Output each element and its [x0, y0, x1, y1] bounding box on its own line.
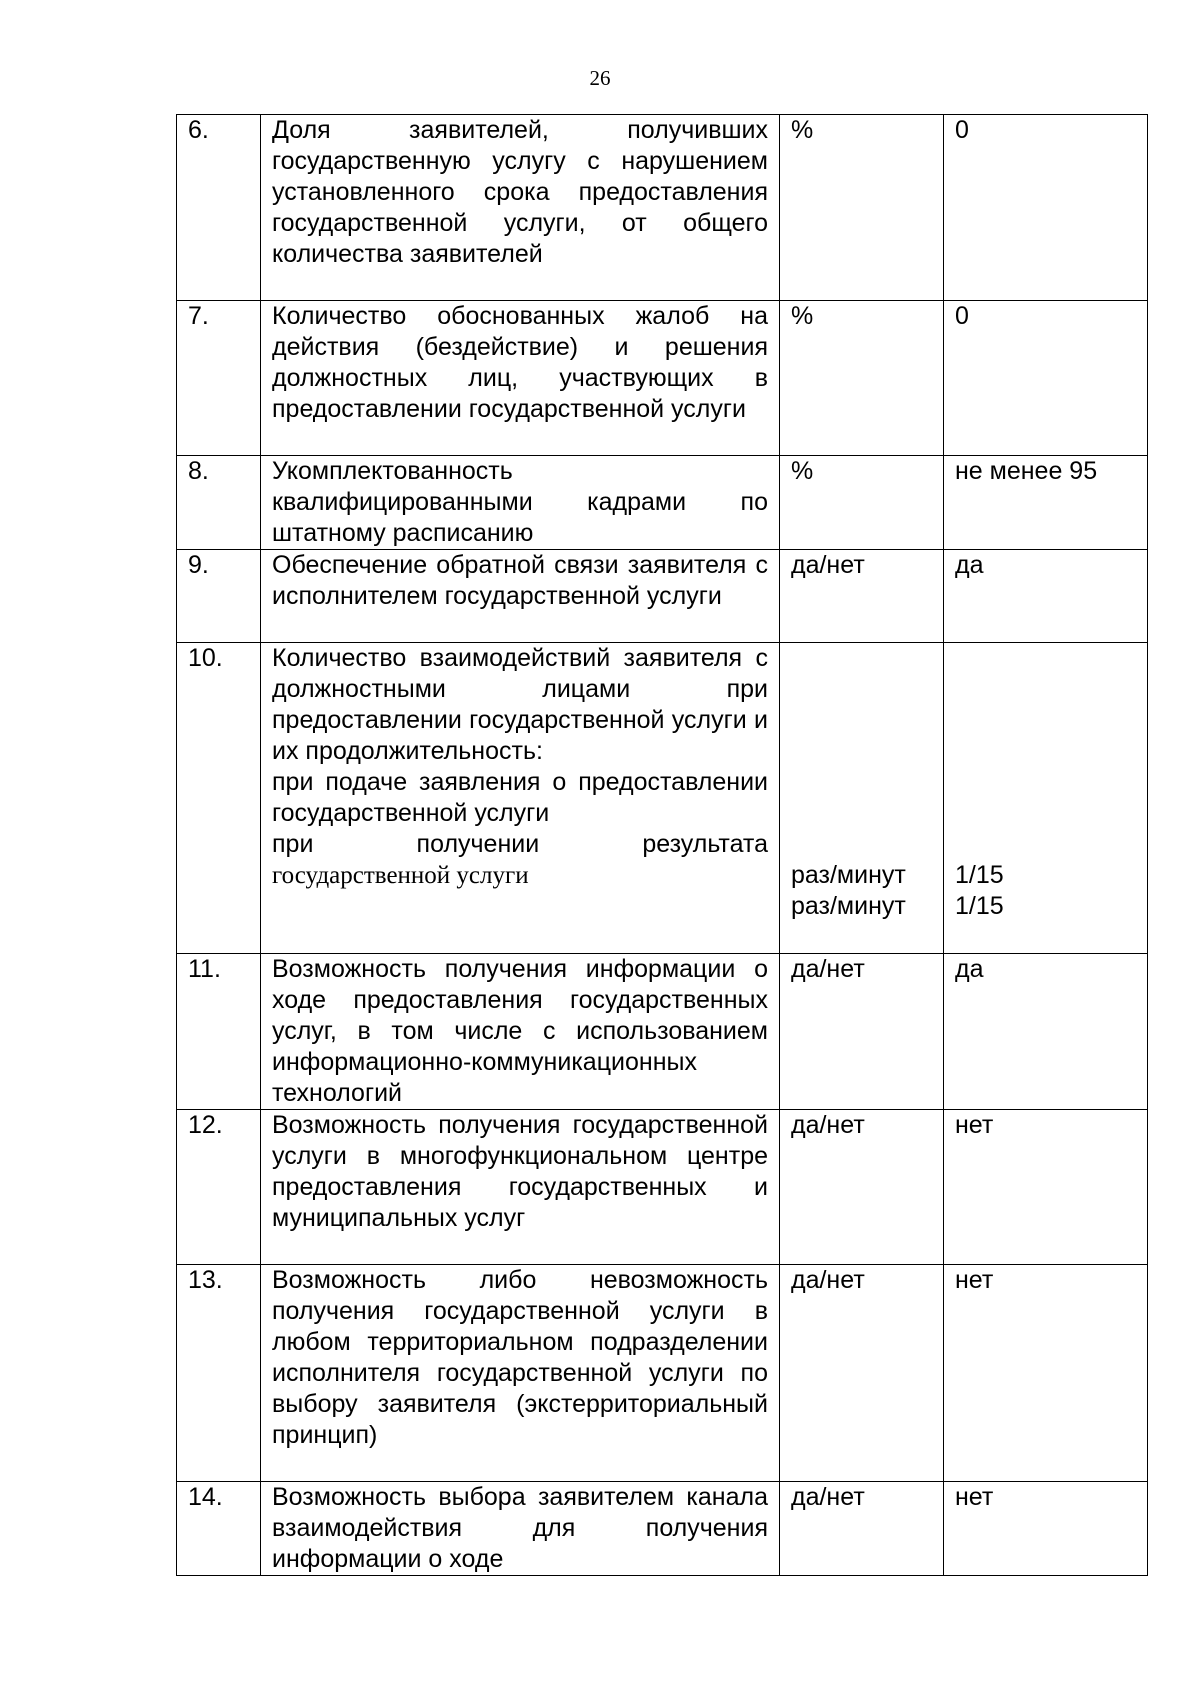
indicator-value: да	[944, 550, 1148, 643]
row-number: 13.	[177, 1265, 261, 1482]
table-row	[177, 115, 1148, 301]
indicator-value: 0	[944, 115, 1148, 301]
indicator-name: Возможность получения информации о ходе предоставления государственных услуг, в том числе с использованием информационно-коммуникационных технологий	[261, 954, 780, 1110]
indicator-name: Возможность выбора заявителем канала взаимодействия для получения информации о ходе	[261, 1482, 780, 1576]
row-number: 11.	[177, 954, 261, 1110]
unit: %	[780, 456, 944, 550]
indicator-value: да	[944, 954, 1148, 1110]
indicator-name-main: Количество взаимодействий заявителя с должностными лицами при предоставлении государственной услуги и их продолжительность:	[272, 644, 768, 765]
unit-application: раз/минут	[791, 861, 906, 889]
row-number: 6.	[177, 115, 261, 301]
indicator-name: Доля заявителей, получивших государственную услугу с нарушением установленного срока предоставления государственной услуги, от общего количества заявителей	[261, 115, 780, 301]
indicator-value: нет	[944, 1265, 1148, 1482]
indicator-value	[944, 643, 1148, 954]
value-application: 1/15	[955, 861, 1004, 889]
unit	[780, 643, 944, 954]
indicator-name: Укомплектованность квалифицированными кадрами по штатному расписанию	[261, 456, 780, 550]
table-row	[177, 1482, 1148, 1576]
table-row	[177, 643, 1148, 954]
indicator-sub-result-b: государственной услуги	[272, 862, 529, 889]
row-number: 14.	[177, 1482, 261, 1576]
indicator-value: не менее 95	[944, 456, 1148, 550]
indicator-value: 0	[944, 301, 1148, 456]
indicator-name: Возможность либо невозможность получения государственной услуги в любом территориальном подразделении исполнителя государственной услуги по выбору заявителя (экстерриториальный принцип)	[261, 1265, 780, 1482]
row-number: 8.	[177, 456, 261, 550]
row-number: 10.	[177, 643, 261, 954]
indicator-value: нет	[944, 1482, 1148, 1576]
unit: %	[780, 115, 944, 301]
quality-indicators-table	[176, 114, 1148, 1576]
indicator-name: Количество обоснованных жалоб на действия (бездействие) и решения должностных лиц, участвующих в предоставлении государственной услуги	[261, 301, 780, 456]
unit: да/нет	[780, 1482, 944, 1576]
unit: да/нет	[780, 1110, 944, 1265]
unit-spacer	[791, 643, 932, 860]
page-number: 26	[589, 66, 611, 90]
unit: да/нет	[780, 954, 944, 1110]
row-number: 12.	[177, 1110, 261, 1265]
table-row	[177, 456, 1148, 550]
unit: %	[780, 301, 944, 456]
row-number: 7.	[177, 301, 261, 456]
indicator-name	[261, 643, 780, 954]
table-row	[177, 301, 1148, 456]
value-result: 1/15	[955, 892, 1004, 920]
row-number: 9.	[177, 550, 261, 643]
indicator-sub-application: при подаче заявления о предоставлении государственной услуги	[272, 768, 768, 827]
unit-result: раз/минут	[791, 892, 906, 920]
value-spacer	[955, 643, 1136, 860]
indicator-name: Возможность получения государственной услуги в многофункциональном центре предоставления государственных и муниципальных услуг	[261, 1110, 780, 1265]
unit: да/нет	[780, 550, 944, 643]
table-row	[177, 954, 1148, 1110]
indicator-sub-result-a: при получении результата	[272, 830, 768, 858]
table-row	[177, 1265, 1148, 1482]
table-row	[177, 1110, 1148, 1265]
indicator-value: нет	[944, 1110, 1148, 1265]
table-row	[177, 550, 1148, 643]
indicator-name: Обеспечение обратной связи заявителя с исполнителем государственной услуги	[261, 550, 780, 643]
unit: да/нет	[780, 1265, 944, 1482]
